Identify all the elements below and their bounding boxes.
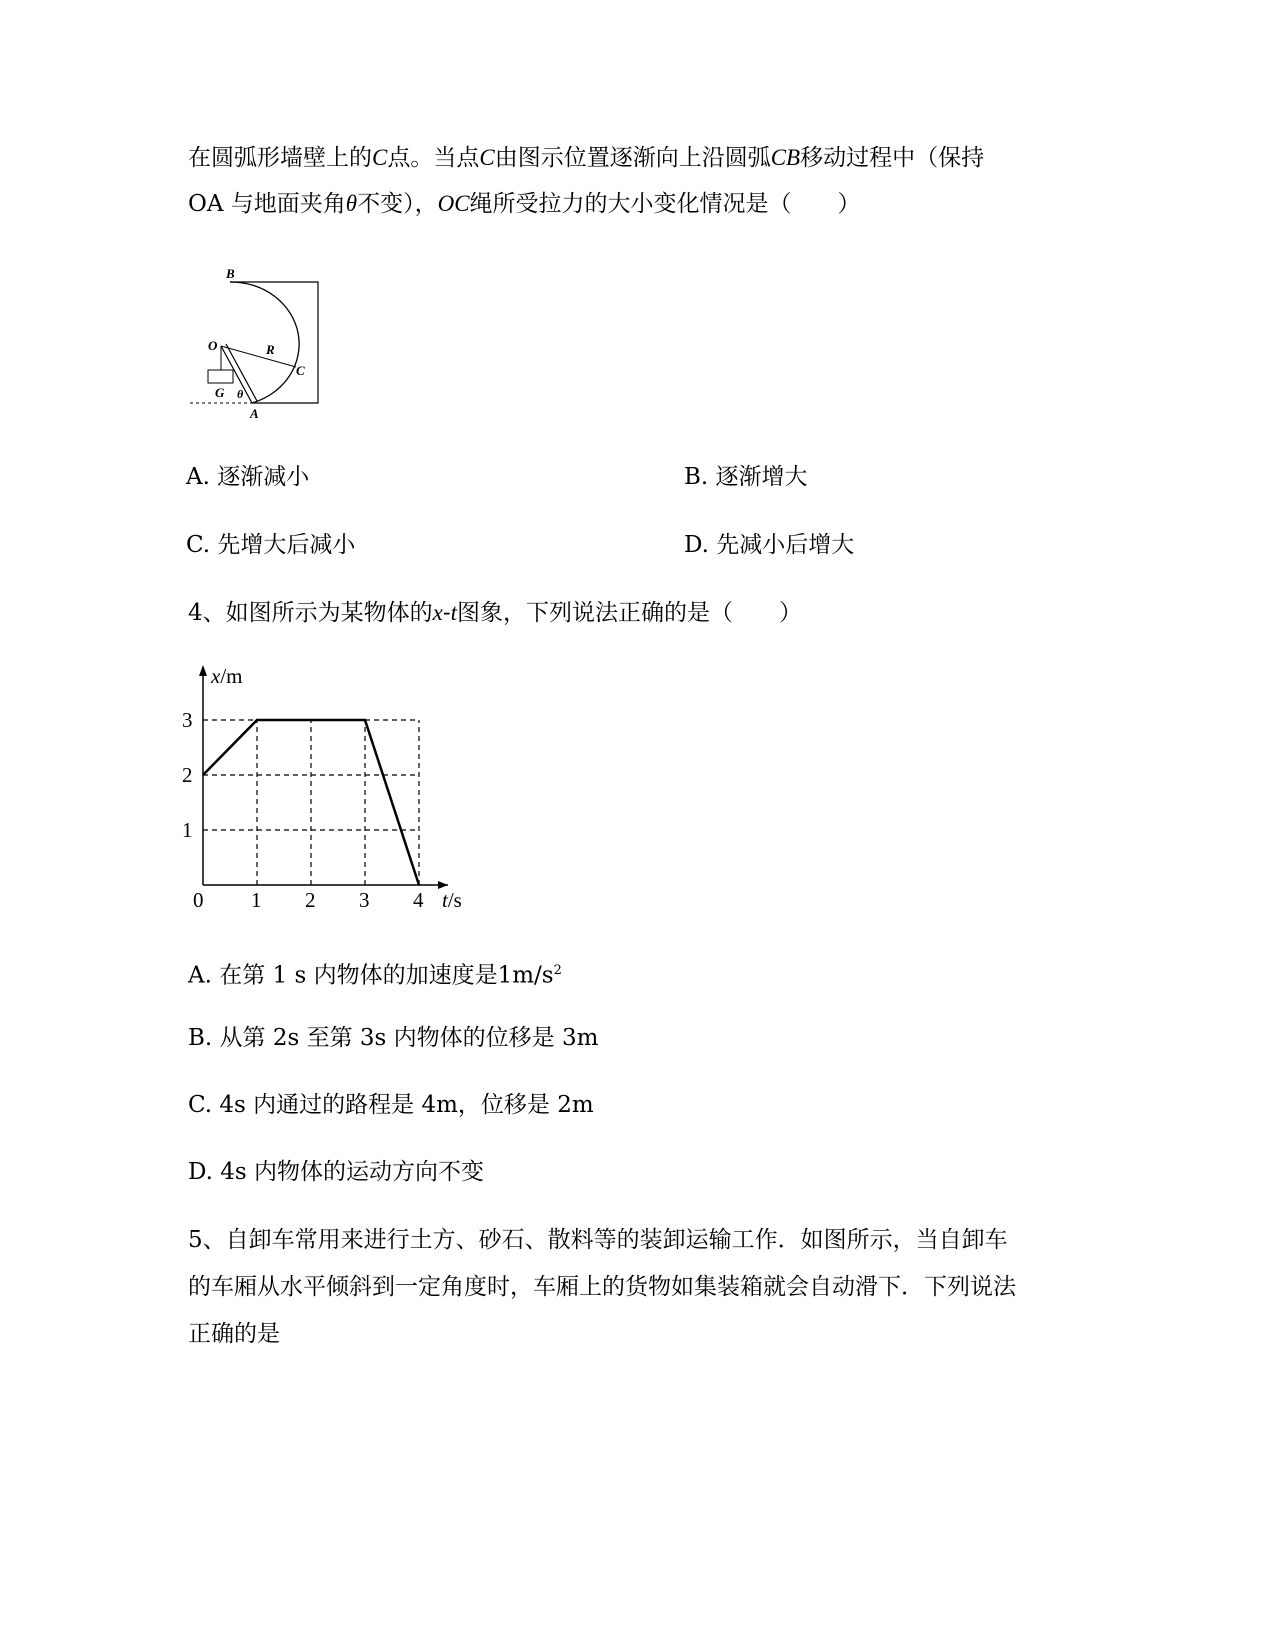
x-axis-label: t/s [442,888,462,912]
q4-stem [188,598,802,628]
var-t: t [450,600,458,625]
q4-option-a [188,956,562,991]
y-tick-label: 1 [182,818,193,842]
label-r: R [266,342,275,357]
xt-graph [180,660,480,920]
y-axis-label: x/m [211,664,243,688]
q4-option-d: D. 4s 内物体的运动方向不变 [188,1159,484,1185]
q3-text: 不变）， [357,191,438,217]
label-g: G [215,385,225,400]
q3-text: 点。当点 [387,145,480,171]
origin-label: 0 [193,888,204,912]
q3-arc-wall-figure [185,255,325,421]
q4-text: 4、如图所示为某物体的 [188,600,433,626]
q3-text: OA 与地面夹角 [188,191,346,217]
q3-text: 移动过程中（保持 [800,145,985,171]
q4-option-c: C. 4s 内通过的路程是 4m，位移是 2m [188,1092,594,1118]
label-b: B [226,266,235,281]
y-tick-label: 2 [182,763,193,787]
q4-option-a-value: 1m/s [497,962,554,989]
theta-symbol: θ [345,191,358,216]
arc-cb-label: CB [770,145,801,170]
label-o: O [208,338,218,353]
q3-option-c: C. 先增大后减小 [186,532,356,558]
x-tick-label: 3 [359,888,370,912]
arc-ab [230,282,299,403]
q4-option-a-superscript: 2 [553,963,562,978]
y-tick-label: 3 [182,708,193,732]
x-tick-label: 1 [251,888,262,912]
q3-stem-line-1 [188,143,984,173]
label-a: A [250,406,259,421]
q5-stem-line-1: 5、自卸车常用来进行土方、砂石、散料等的装卸运输工作．如图所示，当自卸车 [188,1227,1008,1253]
q3-text: 绳所受拉力的大小变化情况是（ ） [469,191,861,217]
rope-oc-label: OC [437,191,470,216]
y-axis-arrow [199,665,207,676]
q3-option-b: B. 逐渐增大 [684,464,808,490]
x-tick-label: 4 [413,888,424,912]
q4-option-a-text: A. 在第 1 s 内物体的加速度是 [188,962,498,989]
q3-text: 在圆弧形墙壁上的 [188,145,372,171]
q3-text: 由图示位置逐渐向上沿圆弧 [494,145,771,171]
q3-option-a: A. 逐渐减小 [186,464,310,490]
q4-option-b: B. 从第 2s 至第 3s 内物体的位移是 3m [188,1025,599,1051]
q4-text: 图象，下列说法正确的是（ ） [457,600,803,626]
q3-option-d: D. 先减小后增大 [684,532,855,558]
point-c-label: C [479,145,495,170]
q5-stem-line-3: 正确的是 [188,1321,280,1347]
weight-g [208,370,233,383]
x-tick-label: 2 [305,888,316,912]
dash: - [442,600,451,626]
point-c-label: C [372,145,388,170]
label-c: C [296,363,305,378]
q5-stem-line-2: 的车厢从水平倾斜到一定角度时，车厢上的货物如集装箱就会自动滑下．下列说法 [188,1274,1016,1300]
label-theta: θ [237,387,244,401]
q3-stem-line-2 [188,189,861,219]
var-x: x [432,600,443,625]
